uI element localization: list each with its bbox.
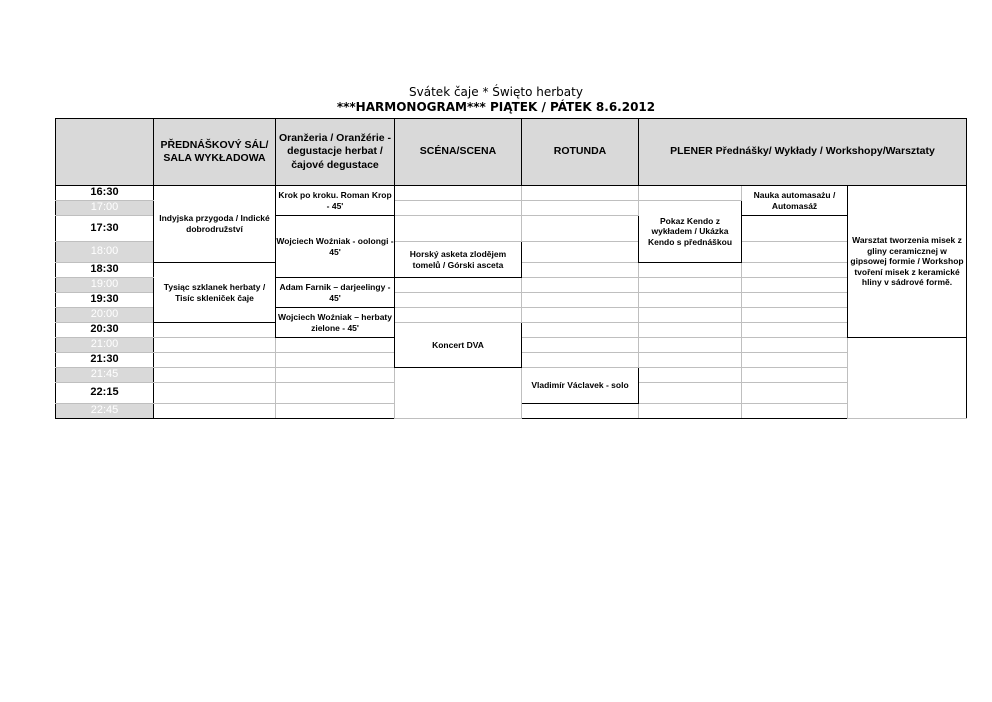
event-oranzeria-1: Krok po kroku. Roman Krop - 45': [276, 186, 395, 216]
event-sal-2: Tysiąc szklanek herbaty / Tisíc skleniček čaje: [154, 263, 276, 323]
header-scena: SCÉNA/SCENA: [395, 119, 522, 186]
event-plener-3: Warsztat tworzenia misek z gliny ceramicznej w gipsowej formie / Workshop tvoření misek z keramické hliny v sádrové formě.: [848, 186, 967, 338]
document-subtitle: ***HARMONOGRAM*** PIĄTEK / PÁTEK 8.6.2012: [336, 100, 656, 114]
header-time: [56, 119, 154, 186]
time-cell: 19:30: [56, 293, 154, 308]
event-oranzeria-4: Wojciech Woźniak – herbaty zielone - 45': [276, 308, 395, 338]
time-cell: 21:30: [56, 353, 154, 368]
time-cell: 19:00: [56, 278, 154, 293]
event-plener-2: Nauka automasażu / Automasáž: [742, 186, 848, 216]
time-cell: 18:00: [56, 242, 154, 263]
event-rotunda-1: Vladimír Václavek - solo: [522, 368, 639, 404]
table-row: [56, 323, 967, 338]
table-row: [56, 368, 967, 383]
time-cell: 22:15: [56, 383, 154, 404]
document-title: Svátek čaje * Święto herbaty: [409, 85, 583, 99]
event-oranzeria-3: Adam Farnik – darjeelingy - 45': [276, 278, 395, 308]
header-row: [56, 119, 967, 186]
header-rotunda: ROTUNDA: [522, 119, 639, 186]
time-cell: 17:00: [56, 201, 154, 216]
schedule-table: [55, 118, 967, 419]
header-oranzeria: Oranžeria / Oranžérie - degustacje herbat / čajové degustace: [276, 119, 395, 186]
header-sal: PŘEDNÁŠKOVÝ SÁL/ SALA WYKŁADOWA: [154, 119, 276, 186]
event-scena-1: Horský asketa zlodějem tomelů / Górski asceta: [395, 242, 522, 278]
time-cell: 17:30: [56, 216, 154, 242]
time-cell: 21:45: [56, 368, 154, 383]
time-cell: 22:45: [56, 404, 154, 419]
event-plener-1: Pokaz Kendo z wykładem / Ukázka Kendo s přednáškou: [639, 201, 742, 263]
event-scena-2: Koncert DVA: [395, 323, 522, 368]
time-cell: 18:30: [56, 263, 154, 278]
header-plener: PLENER Přednášky/ Wykłady / Workshopy/Warsztaty: [639, 119, 967, 186]
time-cell: 20:30: [56, 323, 154, 338]
event-oranzeria-2: Wojciech Woźniak - oolongi - 45': [276, 216, 395, 278]
time-cell: 20:00: [56, 308, 154, 323]
time-cell: 16:30: [56, 186, 154, 201]
event-sal-1: Indyjska przygoda / Indické dobrodružství: [154, 186, 276, 263]
table-row: [56, 186, 967, 201]
time-cell: 21:00: [56, 338, 154, 353]
